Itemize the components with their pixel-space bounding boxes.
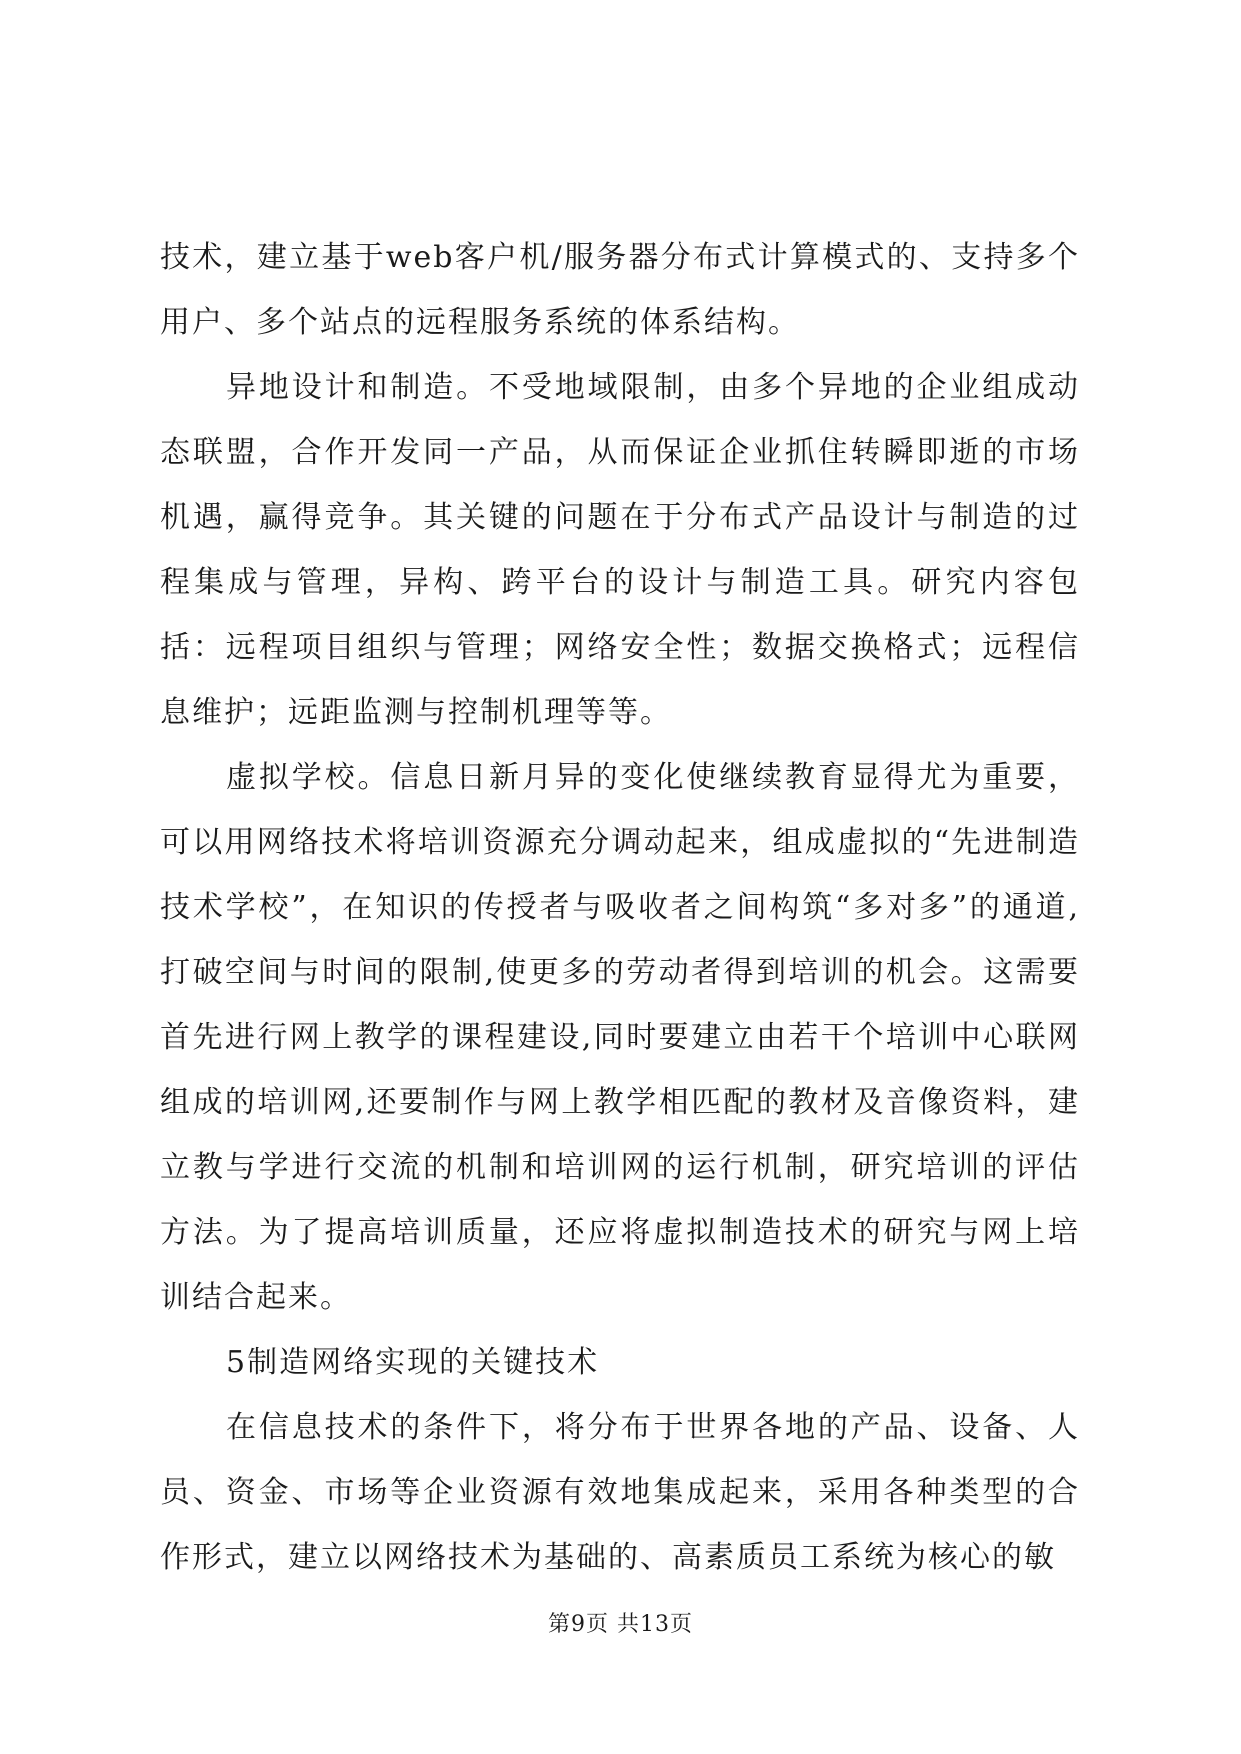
page-number-footer: 第9页 共13页 (548, 1612, 693, 1637)
section-heading: 5制造网络实现的关键技术 (226, 1345, 600, 1380)
paragraph-remote-design-manufacturing: 异地设计和制造。不受地域限制，由多个异地的企业组成动态联盟，合作开发同一产品，从而保证企业抓住转瞬即逝的市场机遇，赢得竞争。其关键的问题在于分布式产品设计与制造的过程集成与管理，异构、跨平台的设计与制造工具。研究内容包括：远程项目组织与管理；网络安全性；数据交换格式；远程信息维护；远距监测与控制机理等等。 (160, 370, 1080, 730)
paragraph-key-technologies: 在信息技术的条件下，将分布于世界各地的产品、设备、人员、资金、市场等企业资源有效地集成起来，采用各种类型的合作形式，建立以网络技术为基础的、高素质员工系统为核心的敏 (160, 1410, 1080, 1575)
document-body (160, 225, 1080, 1590)
paragraph-continuation: 技术，建立基于web客户机/服务器分布式计算模式的、支持多个用户、多个站点的远程服务系统的体系结构。 (160, 240, 1080, 340)
paragraph-virtual-school: 虚拟学校。信息日新月异的变化使继续教育显得尤为重要，可以用网络技术将培训资源充分调动起来，组成虚拟的“先进制造技术学校”，在知识的传授者与吸收者之间构筑“多对多”的通道,打破空间与时间的限制,使更多的劳动者得到培训的机会。这需要首先进行网上教学的课程建设,同时要建立由若干个培训中心联网组成的培训网,还要制作与网上教学相匹配的教材及音像资料，建立教与学进行交流的机制和培训网的运行机制，研究培训的评估方法。为了提高培训质量，还应将虚拟制造技术的研究与网上培训结合起来。 (160, 760, 1080, 1315)
